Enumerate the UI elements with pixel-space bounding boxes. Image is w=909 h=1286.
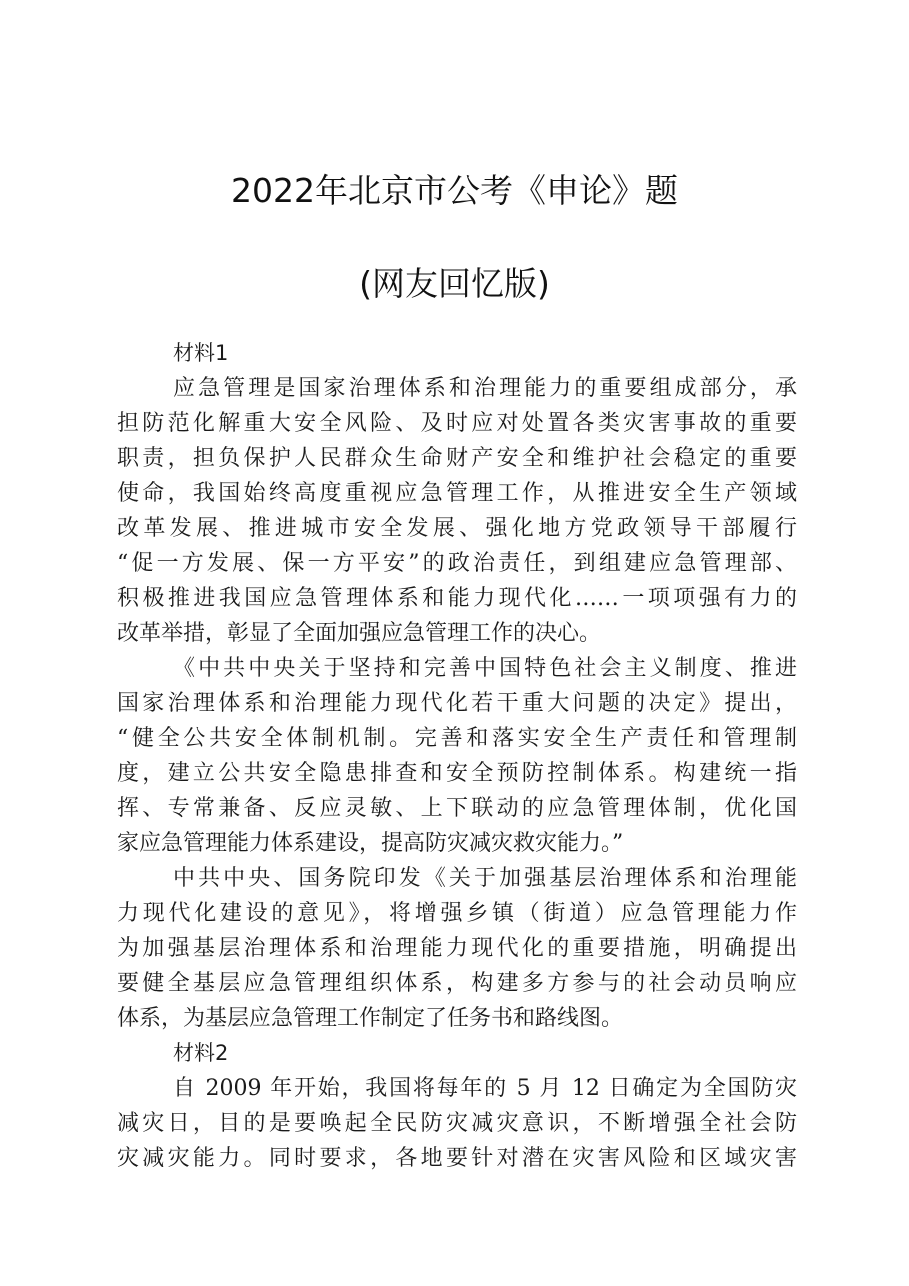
paragraph-line: 为加强基层治理体系和治理能力现代化的重要措施，明确提出: [117, 936, 797, 961]
paragraph-line: 担防范化解重大安全风险、及时应对处置各类灾害事故的重要: [117, 411, 797, 436]
paragraph-line: 积极推进我国应急管理体系和能力现代化……一项项强有力的: [117, 586, 797, 611]
paragraph-line: 要健全基层应急管理组织体系，构建多方参与的社会动员响应: [117, 971, 797, 996]
paragraph-line: 中共中央、国务院印发《关于加强基层治理体系和治理能: [173, 866, 797, 891]
paragraph-line: 力现代化建设的意见》，将增强乡镇（街道）应急管理能力作: [117, 901, 797, 926]
paragraph-line: 应急管理是国家治理体系和治理能力的重要组成部分，承: [173, 376, 797, 401]
document-title: 2022年北京市公考《申论》题: [231, 171, 678, 210]
paragraph-line: 体系，为基层应急管理工作制定了任务书和路线图。: [117, 1006, 624, 1031]
paragraph-line: 改革发展、推进城市安全发展、强化地方党政领导干部履行: [117, 516, 797, 541]
paragraph-line: 挥、专常兼备、反应灵敏、上下联动的应急管理体制，优化国: [117, 796, 797, 821]
paragraph-line: “促一方发展、保一方平安”的政治责任，到组建应急管理部、: [117, 551, 797, 576]
section-heading: 材料1: [173, 341, 229, 365]
paragraph-line: 度，建立公共安全隐患排查和安全预防控制体系。构建统一指: [117, 761, 797, 786]
paragraph-line: 减灾日，目的是要唤起全民防灾减灾意识，不断增强全社会防: [117, 1111, 797, 1136]
paragraph-line: “健全公共安全体制机制。完善和落实安全生产责任和管理制: [117, 726, 797, 751]
paragraph-line: 使命，我国始终高度重视应急管理工作，从推进安全生产领域: [117, 481, 797, 506]
paragraph-line: 国家治理体系和治理能力现代化若干重大问题的决定》提出，: [117, 691, 797, 716]
document-body: [117, 336, 797, 1176]
document-subtitle: (网友回忆版): [359, 264, 550, 303]
paragraph-line: 灾减灾能力。同时要求，各地要针对潜在灾害风险和区域灾害: [117, 1146, 797, 1171]
section-heading: 材料2: [173, 1041, 229, 1065]
paragraph-line: 家应急管理能力体系建设，提高防灾减灾救灾能力。”: [117, 831, 624, 856]
paragraph-line: 改革举措，彰显了全面加强应急管理工作的决心。: [117, 621, 602, 646]
paragraph-line: 自 2009 年开始，我国将每年的 5 月 12 日确定为全国防灾: [173, 1076, 797, 1101]
paragraph-line: 《中共中央关于坚持和完善中国特色社会主义制度、推进: [173, 656, 797, 681]
paragraph-line: 职责，担负保护人民群众生命财产安全和维护社会稳定的重要: [117, 446, 797, 471]
